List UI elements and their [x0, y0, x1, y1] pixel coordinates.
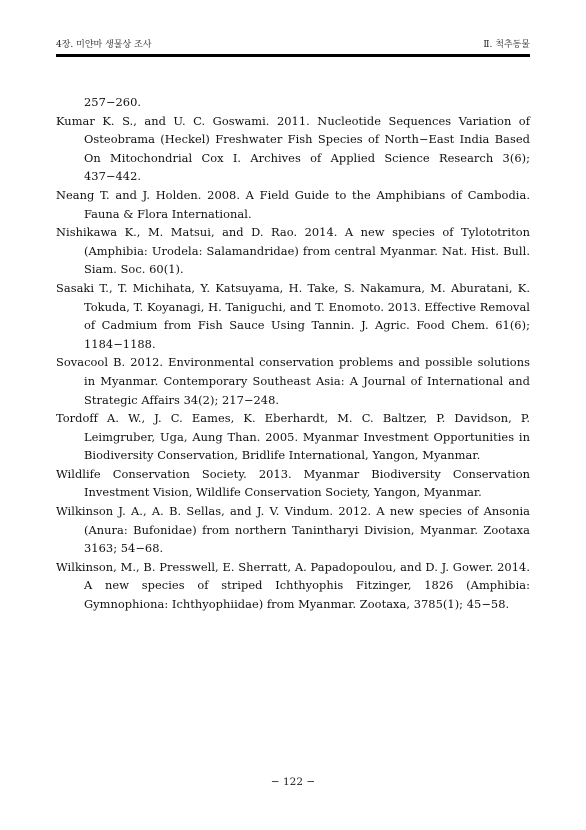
reference-wcs-2013: Wildlife Conservation Society. 2013. Myanmar Biodiversity Conservation Investment Vision, Wildlife Conservation Society, Yangon, Myanmar.	[56, 466, 530, 500]
reference-tordoff-2005: Tordoff A. W., J. C. Eames, K. Eberhardt, M. C. Baltzer, P. Davidson, P. Leimgruber, Uga, Aung Than. 2005. Myanmar Investment Opportunities in Biodiversity Conservation, Bridlife International, Yangon, Myanmar.	[56, 411, 530, 463]
header-divider	[56, 54, 530, 57]
reference-list	[56, 93, 530, 614]
reference-sasaki-2013: Sasaki T., T. Michihata, Y. Katsuyama, H. Take, S. Nakamura, M. Aburatani, K. Tokuda, T. Koyanagi, H. Taniguchi, and T. Enomoto. 2013. Effective Removal of Cadmium from Fish Sauce Using Tannin. J. Agric. Food Chem. 61(6); 1184−1188.	[56, 280, 530, 351]
page-number: − 122 −	[270, 776, 316, 788]
reference-neang-2008: Neang T. and J. Holden. 2008. A Field Guide to the Amphibians of Cambodia. Fauna & Flora International.	[56, 187, 530, 221]
chapter-title: 4장. 미얀마 생물상 조사	[56, 40, 152, 50]
reference-continuation: 257−260.	[84, 95, 142, 109]
reference-wilkinson-2014: Wilkinson, M., B. Presswell, E. Sherratt, A. Papadopoulou, and D. J. Gower. 2014. A new species of striped Ichthyophis Fitzinger, 1826 (Amphibia: Gymnophiona: Ichthyophiidae) from Myanmar. Zootaxa, 3785(1); 45−58.	[56, 559, 530, 612]
reference-wilkinson-2012: Wilkinson J. A., A. B. Sellas, and J. V. Vindum. 2012. A new species of Ansonia (Anura: Bufonidae) from northern Tanintharyi Division, Myanmar. Zootaxa 3163; 54−68.	[56, 504, 530, 556]
reference-sovacool-2012: Sovacool B. 2012. Environmental conservation problems and possible solutions in Myanmar. Contemporary Southeast Asia: A Journal of International and Strategic Affairs 34(2); 217−248.	[56, 355, 530, 407]
reference-kumar-2011: Kumar K. S., and U. C. Goswami. 2011. Nucleotide Sequences Variation of Osteobrama (Heckel) Freshwater Fish Species of North−East India Based On Mitochondrial Cox I. Archives of Applied Science Research 3(6); 437−442.	[56, 113, 530, 184]
running-header	[56, 38, 530, 52]
reference-nishikawa-2014: Nishikawa K., M. Matsui, and D. Rao. 2014. A new species of Tylototriton (Amphibia: Urodela: Salamandridae) from central Myanmar. Nat. Hist. Bull. Siam. Soc. 60(1).	[56, 225, 530, 277]
section-title: Ⅱ. 척추동물	[483, 40, 530, 50]
